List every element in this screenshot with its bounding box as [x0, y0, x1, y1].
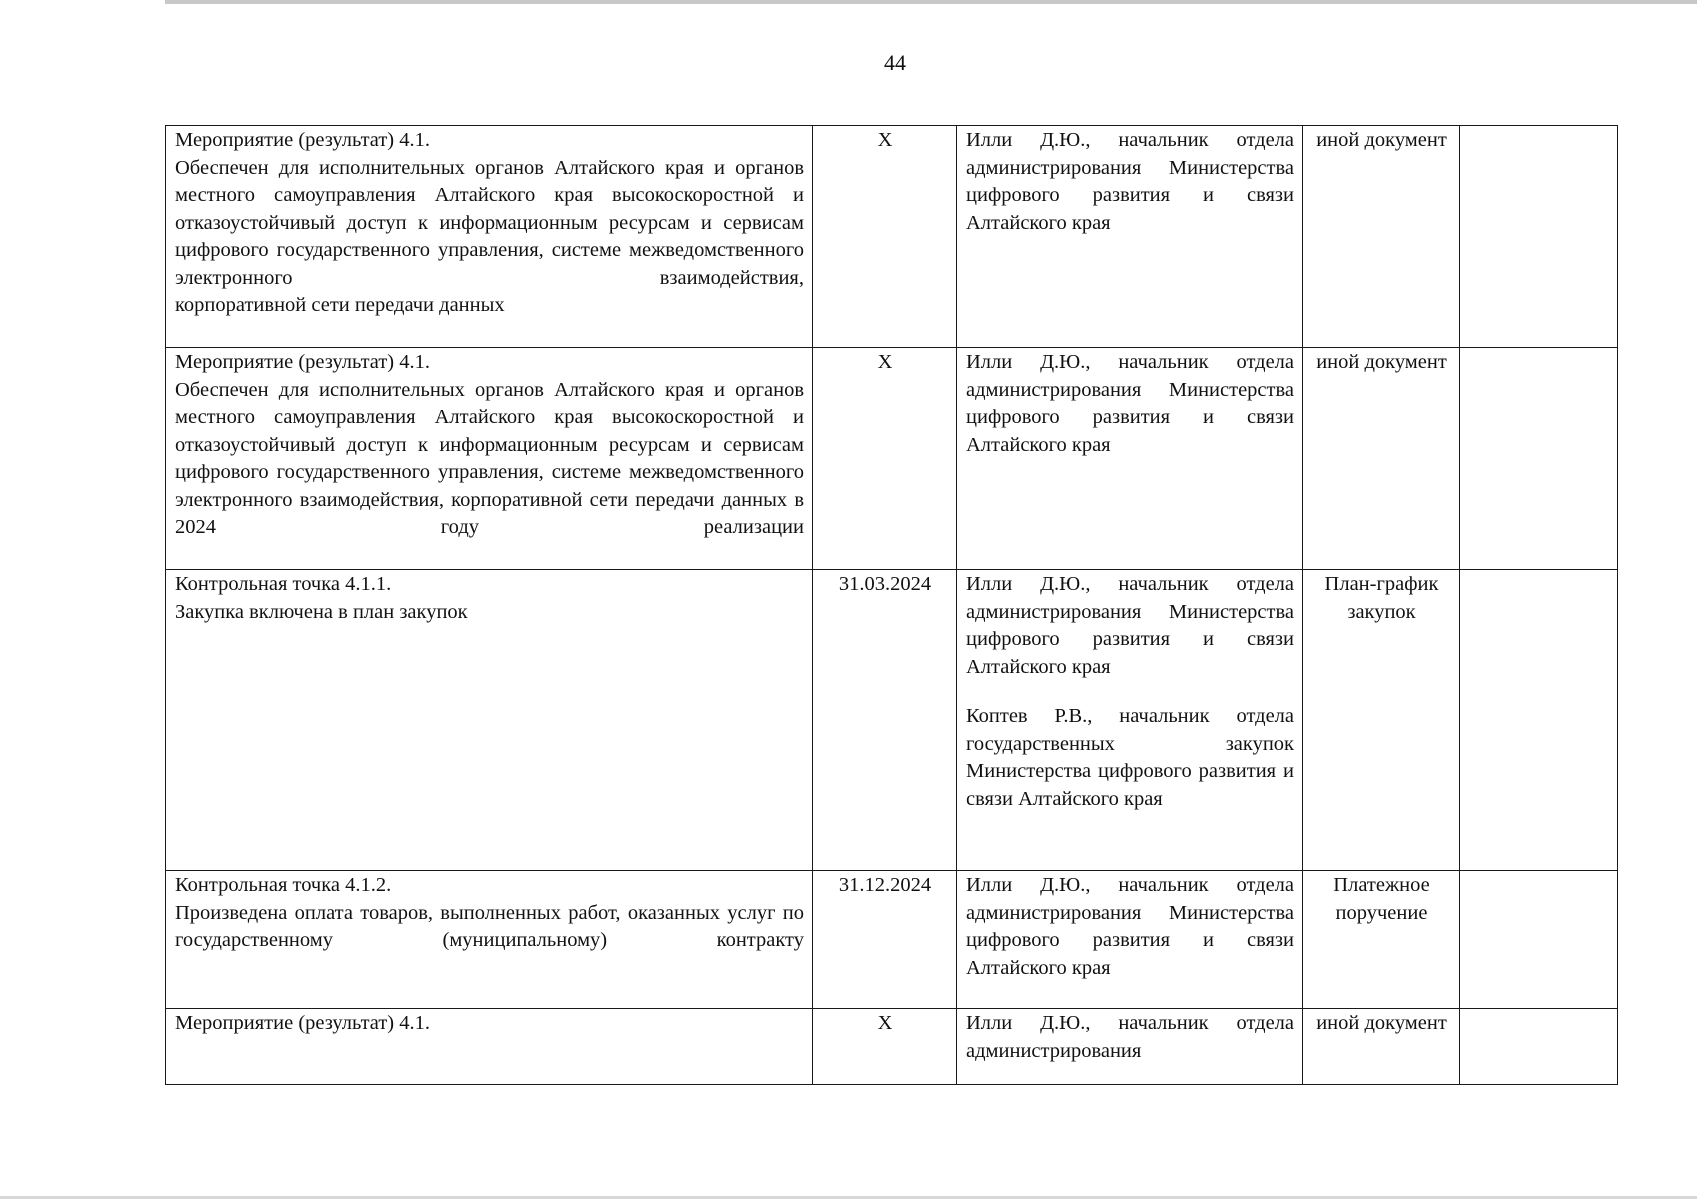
row-extra — [1460, 126, 1618, 348]
table-row — [166, 1009, 1618, 1085]
row-text: Произведена оплата товаров, выполненных работ, оказанных услуг по государственному (муниципальному) контракту — [175, 901, 804, 951]
row-document: иной документ — [1303, 348, 1460, 570]
row-responsible — [957, 348, 1303, 570]
row-responsible — [957, 1009, 1303, 1085]
row-description — [166, 348, 813, 570]
responsible-person: Илли Д.Ю., начальник отдела администрирования — [966, 1012, 1294, 1062]
row-title: Контрольная точка 4.1.2. — [175, 874, 392, 896]
row-document: иной документ — [1303, 126, 1460, 348]
row-text-end: корпоративной сети передачи данных — [175, 294, 505, 316]
table-row — [166, 871, 1618, 1009]
row-date: 31.12.2024 — [813, 871, 957, 1009]
row-responsible — [957, 126, 1303, 348]
page-number: 44 — [884, 50, 906, 75]
row-title: Контрольная точка 4.1.1. — [175, 573, 392, 595]
responsible-person: Коптев Р.В., начальник отдела государственных закупок Министерства цифрового развития и связи Алтайского края — [966, 705, 1294, 810]
row-document: План-график закупок — [1303, 570, 1460, 871]
responsible-person: Илли Д.Ю., начальник отдела администрирования Министерства цифрового развития и связи Алтайского края — [966, 573, 1294, 678]
table-row — [166, 570, 1618, 871]
row-responsible — [957, 871, 1303, 1009]
row-date: X — [813, 1009, 957, 1085]
row-date: 31.03.2024 — [813, 570, 957, 871]
row-description — [166, 570, 813, 871]
row-date: X — [813, 126, 957, 348]
table-row — [166, 126, 1618, 348]
row-title: Мероприятие (результат) 4.1. — [175, 351, 431, 373]
table-row — [166, 348, 1618, 570]
row-extra — [1460, 348, 1618, 570]
responsible-person: Илли Д.Ю., начальник отдела администрирования Министерства цифрового развития и связи Алтайского края — [966, 874, 1294, 979]
row-extra — [1460, 871, 1618, 1009]
row-text: Обеспечен для исполнительных органов Алтайского края и органов местного самоуправления Алтайского края высокоскоростной и отказоустойчивый доступ к информационным ресурсам и сервисам цифрового государственного управления, системе межведомственного электронного взаимодействия, — [175, 156, 804, 289]
plan-table — [165, 125, 1618, 1085]
row-text: Закупка включена в план закупок — [175, 600, 468, 623]
row-title: Мероприятие (результат) 4.1. — [175, 129, 431, 151]
row-document: Платежное поручение — [1303, 871, 1460, 1009]
scan-edge-top — [165, 0, 1697, 4]
row-extra — [1460, 570, 1618, 871]
row-date: X — [813, 348, 957, 570]
row-extra — [1460, 1009, 1618, 1085]
row-title: Мероприятие (результат) 4.1. — [175, 1012, 431, 1034]
responsible-person: Илли Д.Ю., начальник отдела администрирования Министерства цифрового развития и связи Алтайского края — [966, 129, 1294, 234]
scan-edge-bottom — [0, 1196, 1697, 1199]
row-description — [166, 871, 813, 1009]
row-text: Обеспечен для исполнительных органов Алтайского края и органов местного самоуправления Алтайского края высокоскоростной и отказоустойчивый доступ к информационным ресурсам и сервисам цифрового государственного управления, системе межведомственного электронного взаимодействия, корпоративной сети передачи данных в 2024 году реализации — [175, 378, 804, 538]
responsible-person: Илли Д.Ю., начальник отдела администрирования Министерства цифрового развития и связи Алтайского края — [966, 351, 1294, 456]
row-document: иной документ — [1303, 1009, 1460, 1085]
row-responsible — [957, 570, 1303, 871]
row-description — [166, 1009, 813, 1085]
row-description — [166, 126, 813, 348]
